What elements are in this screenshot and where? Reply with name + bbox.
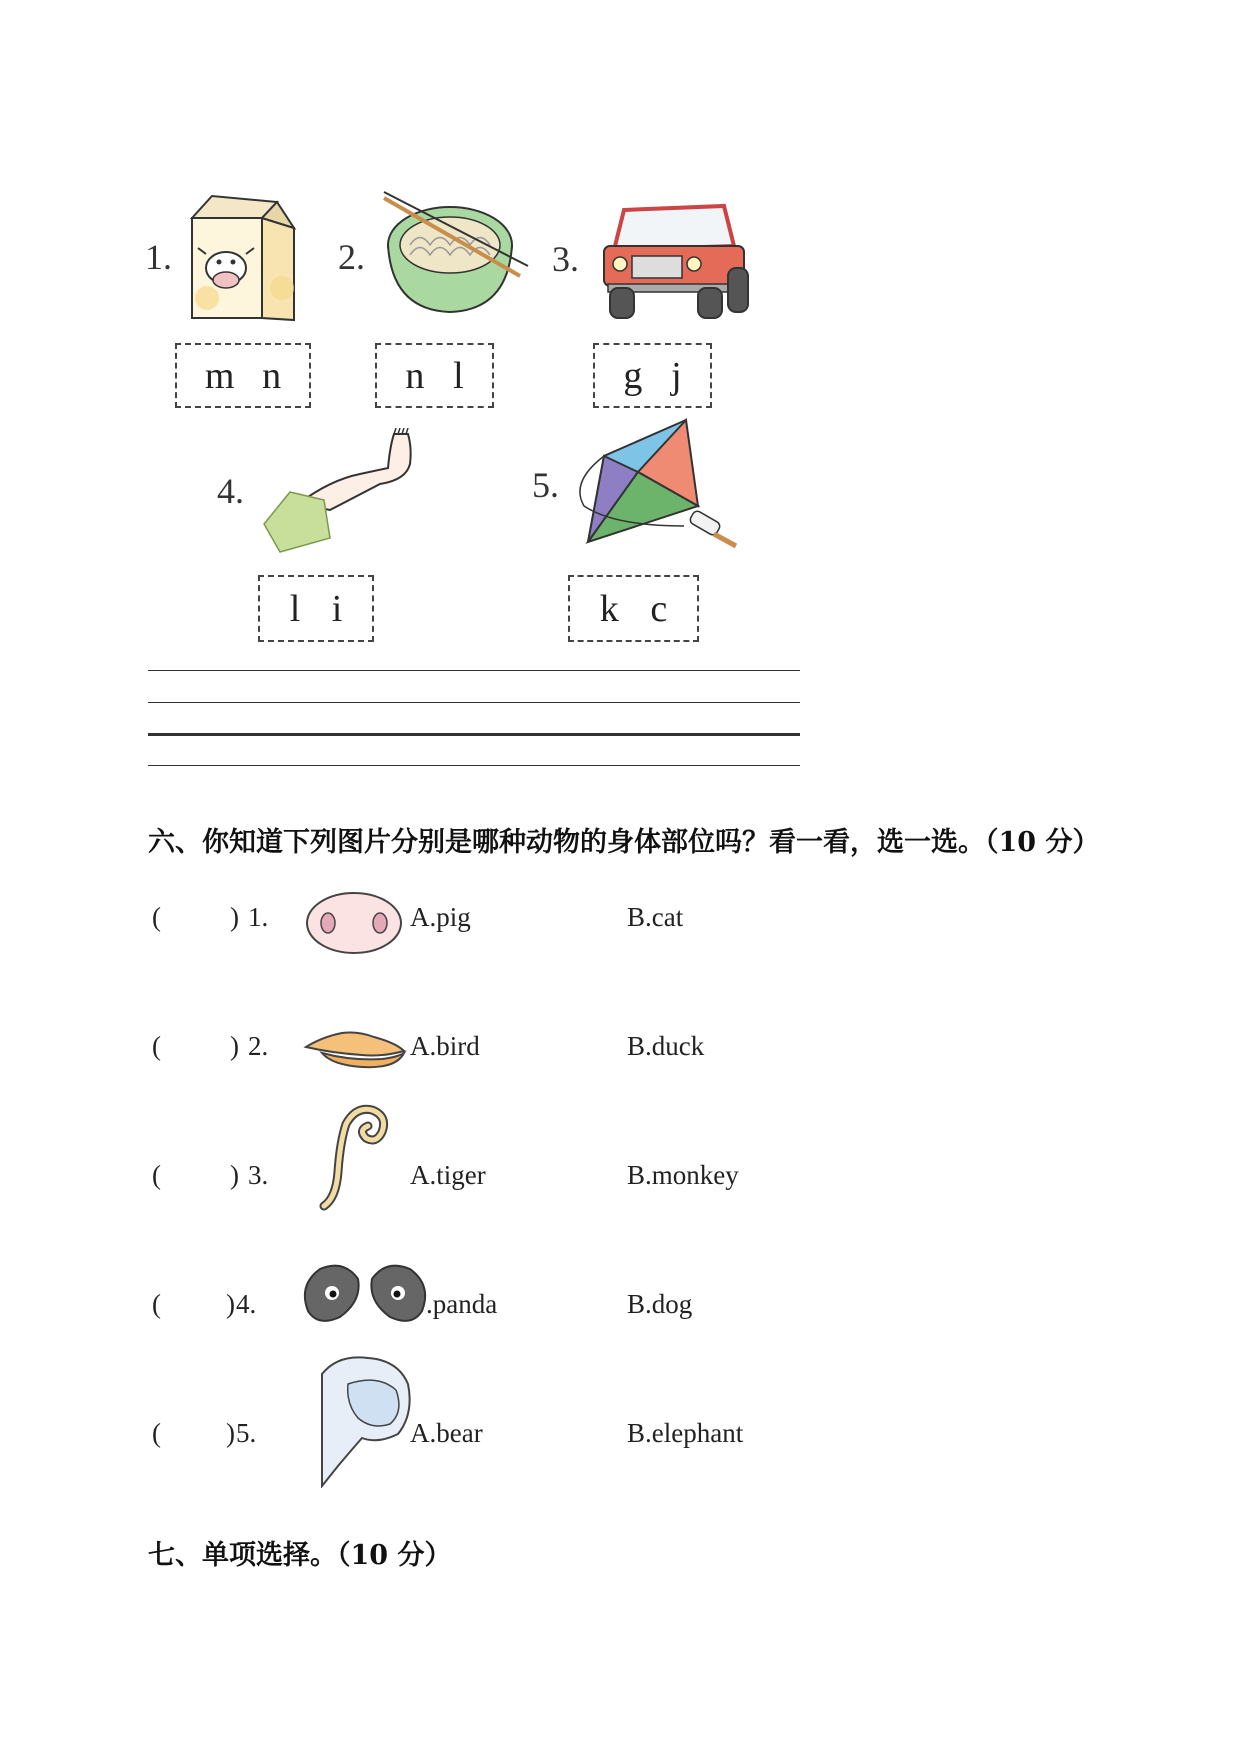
kite-icon: [574, 416, 744, 552]
letter-option[interactable]: m: [204, 354, 235, 397]
question-number: 3.: [248, 1160, 269, 1190]
answer-paren-open[interactable]: (: [152, 1289, 161, 1319]
answer-paren-close: ): [230, 902, 239, 932]
jeep-icon: [594, 198, 754, 322]
letter-option[interactable]: l: [289, 587, 301, 630]
question-number: 5.: [236, 1418, 257, 1448]
panda-eyes-icon: [300, 1261, 430, 1325]
option-b[interactable]: B.dog: [627, 1289, 693, 1319]
elephant-ear-icon: [318, 1354, 418, 1488]
item-number: 4.: [217, 471, 244, 511]
option-a[interactable]: A.bird: [410, 1031, 480, 1061]
letter-option[interactable]: k: [599, 587, 619, 630]
milk-carton-icon: [182, 188, 308, 328]
option-a[interactable]: A.tiger: [410, 1160, 486, 1190]
letter-option[interactable]: j: [671, 354, 682, 397]
option-b[interactable]: B.monkey: [627, 1160, 739, 1190]
letter-option[interactable]: l: [453, 354, 464, 397]
letter-option[interactable]: i: [331, 587, 343, 630]
answer-paren-close: ): [230, 1160, 239, 1190]
letter-choice-box: [375, 343, 494, 408]
letter-choice-box: [593, 343, 712, 408]
letter-option[interactable]: g: [623, 354, 643, 397]
option-b[interactable]: B.elephant: [627, 1418, 744, 1448]
item-number: 2.: [338, 237, 365, 277]
writing-line[interactable]: [148, 733, 800, 736]
question-row: [0, 1148, 1241, 1208]
section-seven-title: 七、单项选择。（10 分）: [148, 1540, 452, 1571]
option-b[interactable]: B.duck: [627, 1031, 705, 1061]
question-row: [0, 1019, 1241, 1079]
question-number: 2.: [248, 1031, 269, 1061]
letter-choice-box: [568, 575, 699, 642]
question-row: [0, 1406, 1241, 1466]
monkey-tail-icon: [316, 1102, 396, 1212]
question-number: 4.: [236, 1289, 257, 1319]
writing-line[interactable]: [148, 670, 800, 671]
letter-choice-box: [258, 575, 374, 642]
answer-paren-open[interactable]: (: [152, 1031, 161, 1061]
leg-icon: [260, 428, 420, 554]
answer-paren-open[interactable]: (: [152, 902, 161, 932]
section-six-title: 六、你知道下列图片分别是哪种动物的身体部位吗？看一看，选一选。（10 分）: [148, 827, 1100, 858]
question-row: [0, 1277, 1241, 1337]
letter-choice-box: [175, 343, 311, 408]
letter-option[interactable]: c: [650, 587, 668, 630]
item-number: 5.: [532, 465, 559, 505]
option-a[interactable]: .panda: [426, 1289, 498, 1319]
option-a[interactable]: A.bear: [410, 1418, 483, 1448]
duck-bill-icon: [302, 1027, 408, 1073]
item-number: 1.: [145, 237, 172, 277]
writing-line[interactable]: [148, 702, 800, 703]
letter-option[interactable]: n: [405, 354, 425, 397]
answer-paren-close: ): [226, 1289, 235, 1319]
noodles-bowl-icon: [380, 190, 530, 320]
question-number: 1.: [248, 902, 269, 932]
writing-line[interactable]: [148, 765, 800, 766]
answer-paren-open[interactable]: (: [152, 1160, 161, 1190]
answer-paren-close: ): [230, 1031, 239, 1061]
question-row: [0, 890, 1241, 950]
option-b[interactable]: B.cat: [627, 902, 684, 932]
option-a[interactable]: A.pig: [410, 902, 471, 932]
pig-nose-icon: [304, 890, 404, 956]
item-number: 3.: [552, 239, 579, 279]
letter-option[interactable]: n: [262, 354, 282, 397]
answer-paren-close: ): [226, 1418, 235, 1448]
answer-paren-open[interactable]: (: [152, 1418, 161, 1448]
